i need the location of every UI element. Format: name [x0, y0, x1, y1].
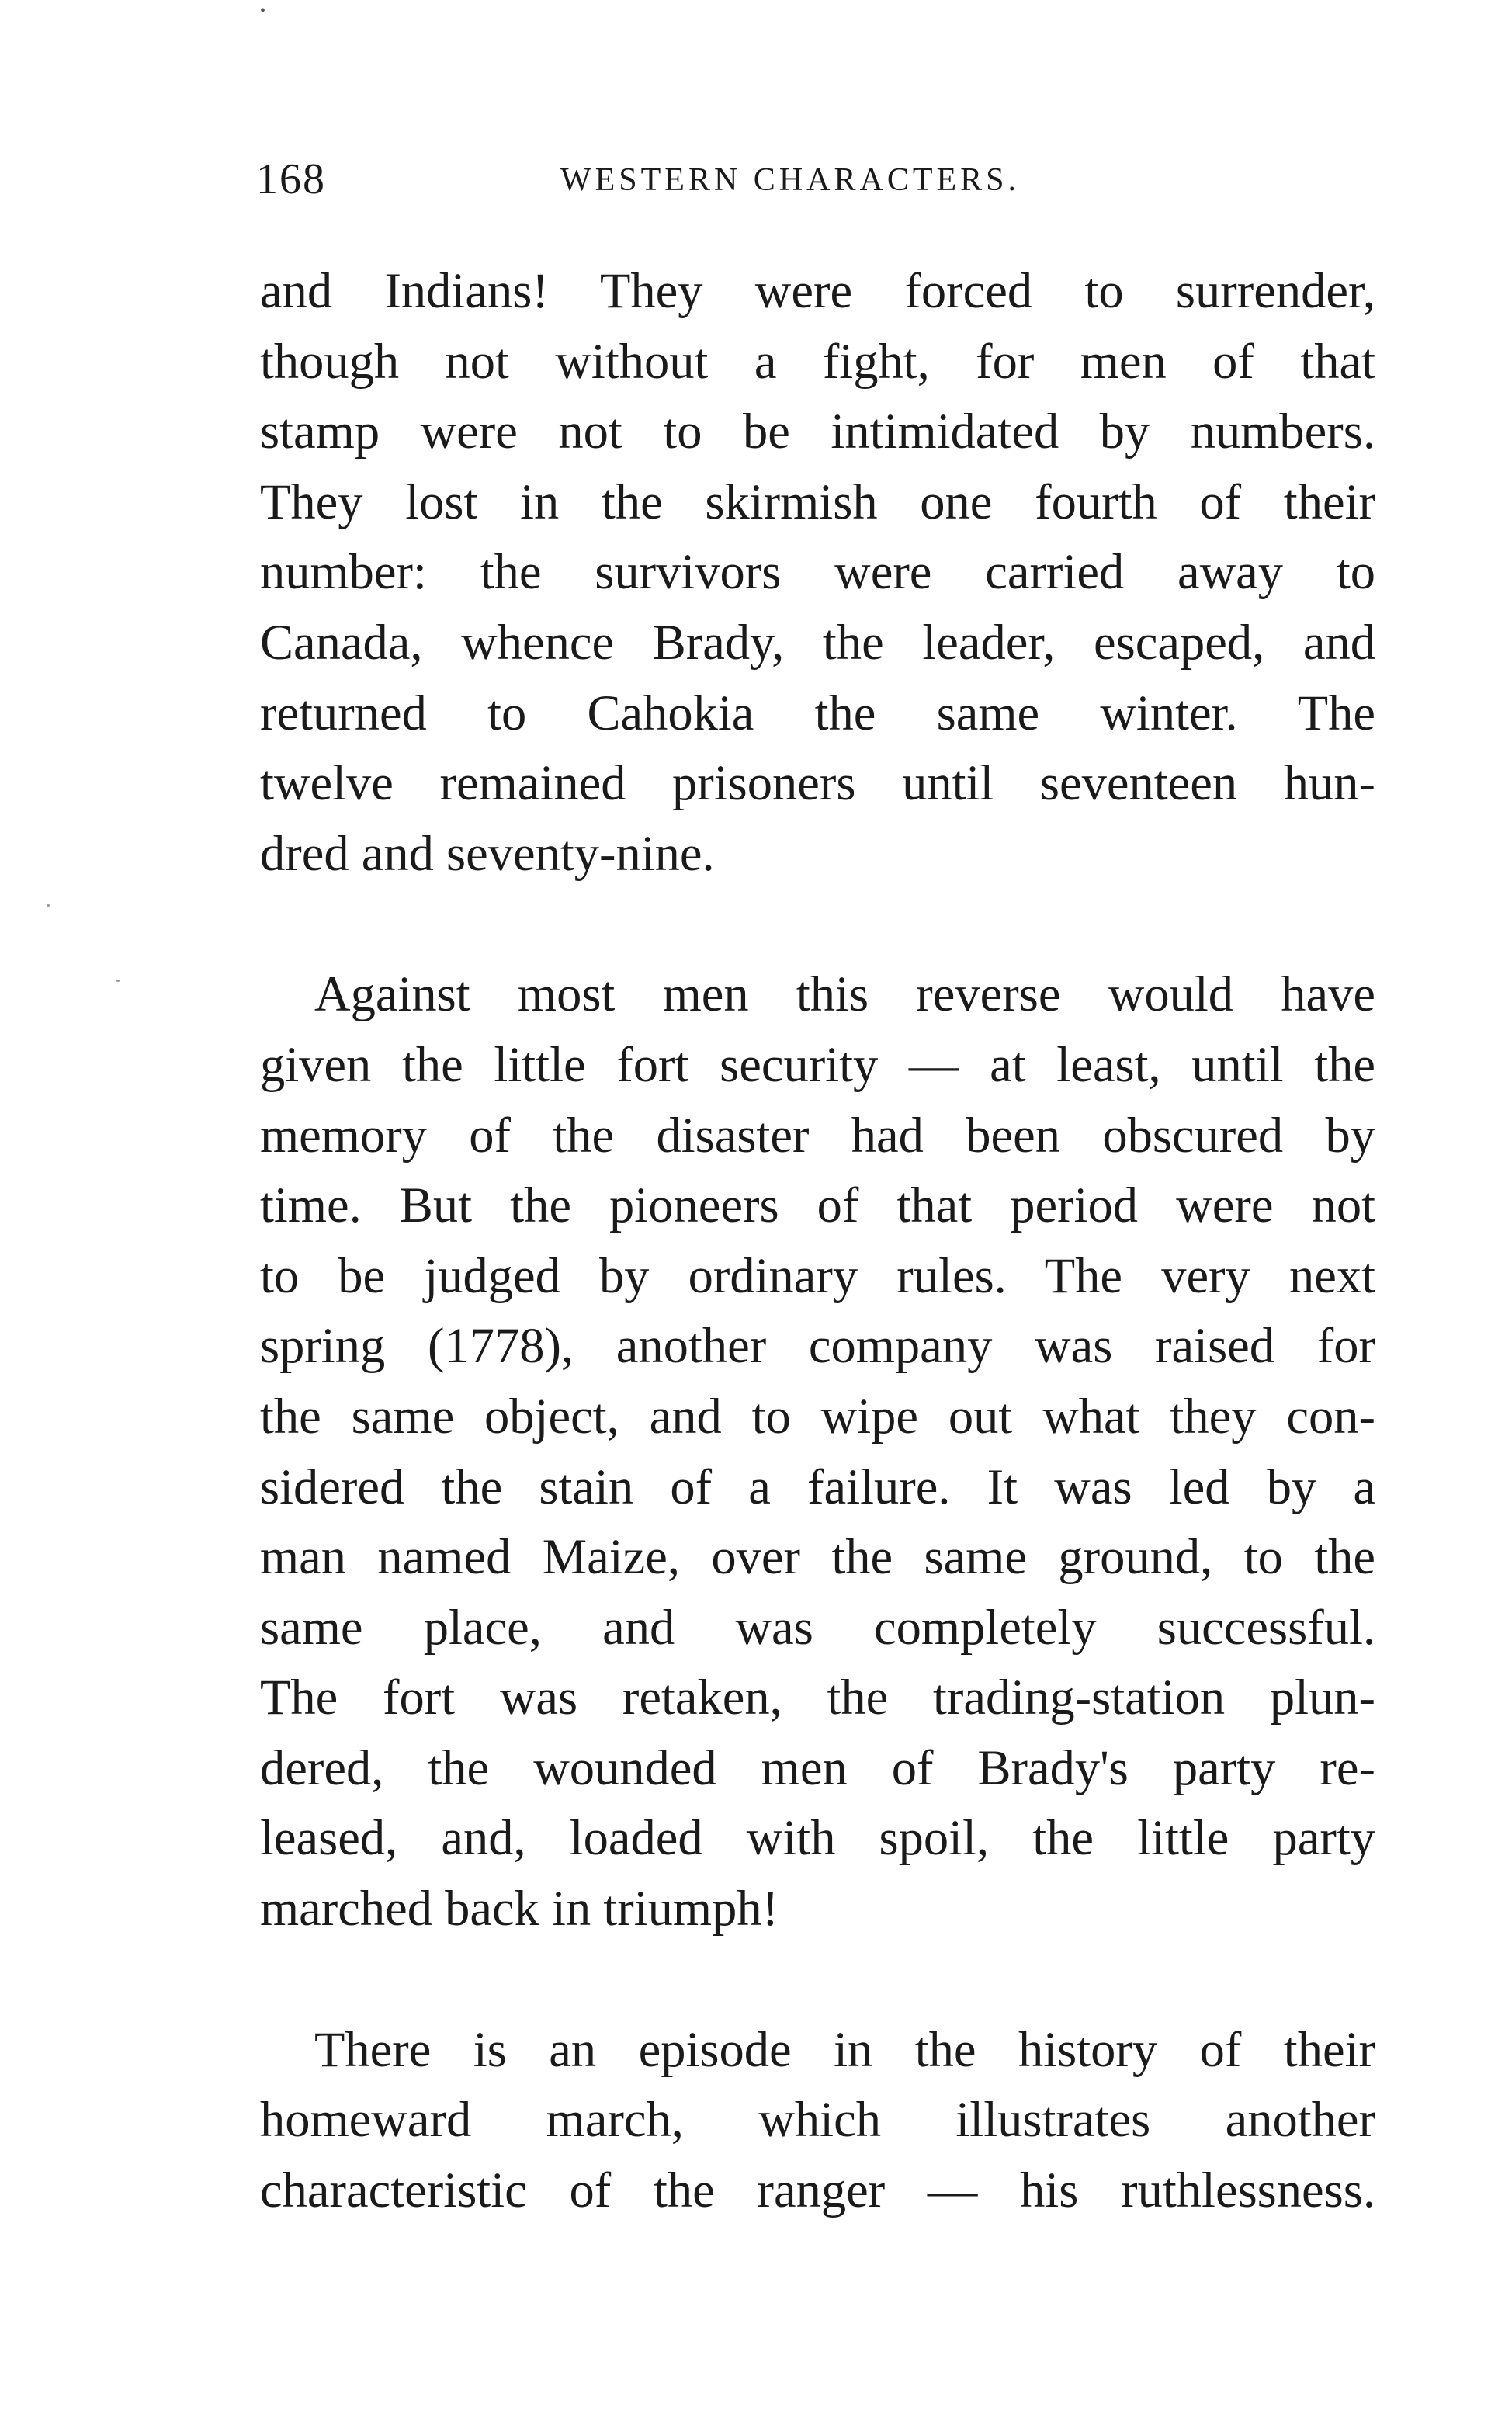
text-line: marched back in triumph! [260, 1881, 779, 1937]
paragraph [260, 2015, 1375, 2226]
text-line: The fort was retaken, the trading-station plun- [260, 1670, 1375, 1726]
text-line: given the little fort security — at least, until the [260, 1036, 1375, 1092]
page-header [256, 152, 1087, 206]
text-line: time. But the pioneers of that period were not [260, 1178, 1375, 1233]
page-number: 168 [256, 155, 326, 203]
margin-speck [47, 904, 50, 907]
text-line: stamp were not to be intimidated by numbers. [260, 404, 1375, 460]
text-line: and Indians! They were forced to surrender, [260, 263, 1375, 318]
body-text [260, 256, 1375, 2225]
text-line: twelve remained prisoners until seventeen hun- [260, 755, 1375, 811]
text-line: leased, and, loaded with spoil, the little party [260, 1810, 1375, 1866]
text-line: Against most men this reverse would have [314, 966, 1375, 1022]
paragraph [260, 256, 1375, 889]
text-line: characteristic of the ranger — his ruthlessness. [260, 2162, 1375, 2218]
text-line: dered, the wounded men of Brady's party re- [260, 1739, 1375, 1795]
text-line: They lost in the skirmish one fourth of their [260, 473, 1375, 529]
text-line: memory of the disaster had been obscured by [260, 1107, 1375, 1163]
print-mark: • [260, 2, 266, 19]
text-line: the same object, and to wipe out what they con- [260, 1388, 1375, 1444]
text-line: spring (1778), another company was raised for [260, 1318, 1375, 1374]
text-line: to be judged by ordinary rules. The very next [260, 1247, 1375, 1303]
text-line: number: the survivors were carried away to [260, 544, 1375, 600]
paragraph [260, 959, 1375, 1944]
text-line: dred and seventy-nine. [260, 825, 715, 881]
text-line: Canada, whence Brady, the leader, escaped, and [260, 614, 1375, 670]
text-line: though not without a fight, for men of that [260, 333, 1375, 389]
text-line: returned to Cahokia the same winter. The [260, 685, 1375, 741]
text-line: There is an episode in the history of their [314, 2021, 1375, 2077]
text-line: man named Maize, over the same ground, to the [260, 1529, 1375, 1585]
running-head: WESTERN CHARACTERS. [560, 162, 1021, 198]
text-line: sidered the stain of a failure. It was led by a [260, 1458, 1375, 1514]
margin-speck [116, 980, 120, 982]
text-line: same place, and was completely successful. [260, 1599, 1375, 1655]
text-line: homeward march, which illustrates another [260, 2092, 1375, 2148]
